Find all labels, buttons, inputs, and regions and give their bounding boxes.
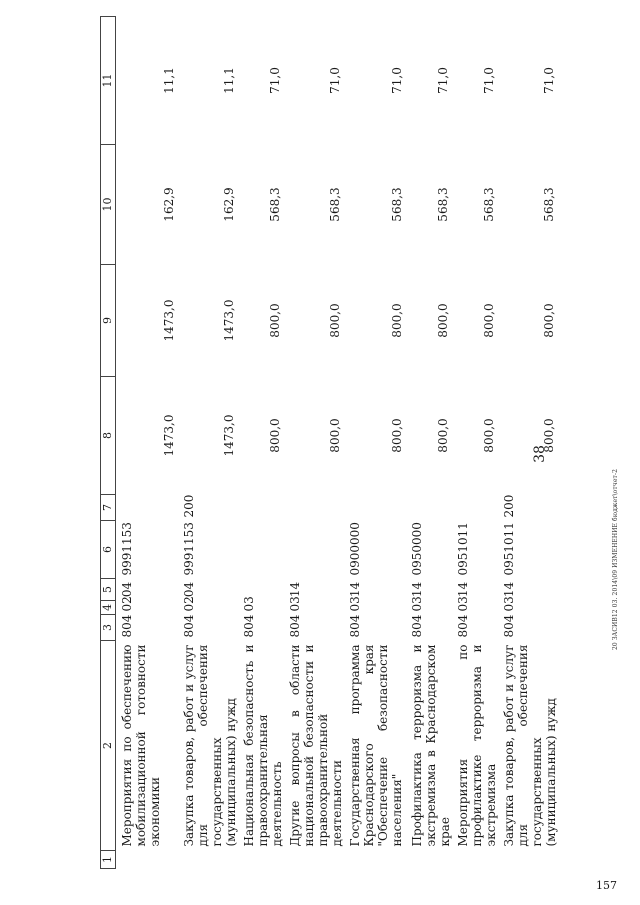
- row-code-c7: [284, 495, 344, 521]
- row-code-c4: 02: [181, 596, 196, 612]
- header-cell: 6: [101, 521, 116, 579]
- row-description: Закупка товаров, работ и услуг для обеспечения государственных (муниципальных) нужд: [501, 644, 558, 847]
- row-code-c7: 200: [501, 494, 516, 518]
- row-code-c1: [406, 851, 452, 869]
- row-code-c3: 804: [501, 614, 516, 638]
- row-description: Другие вопросы в области национальной безопасности и правоохранительной деятельности: [287, 644, 344, 847]
- footer-file-path: 20 ЗАСИВ12 03. 2014\09 ИЗМЕНЕНИЕ бюджет\отчет-2: [612, 469, 619, 650]
- header-cell: 2: [101, 641, 116, 851]
- row-amount-c10: 568,3: [327, 187, 342, 222]
- row-amount-c9: 800,0: [327, 303, 342, 338]
- table-row: [116, 17, 178, 869]
- row-code-c1: [344, 851, 406, 869]
- row-amount-c10: 568,3: [267, 187, 282, 222]
- row-code-c7: [344, 495, 406, 521]
- row-amount-c8: 800,0: [267, 418, 282, 453]
- row-code-c5: 04: [120, 581, 134, 598]
- row-code-c3: 804: [181, 614, 196, 638]
- row-code-c4: 03: [347, 596, 362, 612]
- row-code-c1: [452, 851, 498, 869]
- row-code-c1: [498, 851, 558, 869]
- row-code-c3: 804: [347, 614, 362, 638]
- row-amount-c10: 568,3: [481, 187, 496, 222]
- table-row: [498, 17, 558, 869]
- row-code-c5: 04: [181, 581, 196, 598]
- header-cell: 8: [101, 377, 116, 495]
- row-amount-c9: 800,0: [435, 303, 450, 338]
- row-code-c1: [178, 851, 238, 869]
- row-code-c7: [406, 495, 452, 521]
- row-amount-c11: 71,0: [267, 67, 282, 94]
- table-row: [238, 17, 284, 869]
- row-code-c6: [284, 521, 344, 579]
- row-code-c5: 14: [455, 581, 470, 598]
- row-amount-c10: 162,9: [221, 187, 236, 222]
- table-row: [406, 17, 452, 869]
- row-code-c6: 0951011: [455, 522, 470, 576]
- table-row: [178, 17, 238, 869]
- row-description: Закупка товаров, работ и услуг для обеспечения государственных (муниципальных) нужд: [181, 644, 238, 847]
- row-code-c5: 14: [409, 581, 424, 598]
- row-amount-c8: 800,0: [541, 418, 556, 453]
- row-description: Мероприятия по обеспечению мобилизационной готовности экономики: [120, 644, 162, 847]
- row-code-c4: 03: [501, 596, 516, 612]
- row-code-c3: 804: [409, 614, 424, 638]
- table-row: [344, 17, 406, 869]
- row-code-c4: 03: [409, 596, 424, 612]
- row-amount-c9: 1473,0: [161, 299, 176, 342]
- row-amount-c8: 800,0: [435, 418, 450, 453]
- row-description: Национальная безопасность и правоохранительная деятельность: [241, 644, 284, 847]
- table-row: [452, 17, 498, 869]
- row-amount-c9: 800,0: [267, 303, 282, 338]
- row-code-c5: 14: [501, 581, 516, 598]
- row-amount-c10: 568,3: [389, 187, 404, 222]
- row-code-c4: 03: [455, 596, 470, 612]
- header-cell: 3: [101, 615, 116, 641]
- row-code-c6: 9991153: [181, 522, 196, 576]
- page-number-top: 38: [532, 445, 548, 463]
- row-amount-c8: 1473,0: [221, 414, 236, 457]
- page-number-bottom: 157: [596, 879, 617, 892]
- row-amount-c9: 1473,0: [221, 299, 236, 342]
- row-amount-c11: 71,0: [389, 67, 404, 94]
- row-code-c7: [452, 495, 498, 521]
- row-amount-c10: 162,9: [161, 187, 176, 222]
- row-amount-c9: 800,0: [541, 303, 556, 338]
- header-row: [101, 17, 116, 869]
- row-amount-c8: 800,0: [481, 418, 496, 453]
- row-code-c5: 14: [287, 581, 302, 598]
- row-amount-c10: 568,3: [541, 187, 556, 222]
- header-cell: 10: [101, 145, 116, 265]
- header-cell: 5: [101, 579, 116, 601]
- header-cell: 7: [101, 495, 116, 521]
- row-code-c1: [116, 851, 178, 869]
- row-code-c3: 804: [241, 614, 256, 638]
- row-amount-c9: 800,0: [481, 303, 496, 338]
- header-cell: 4: [101, 601, 116, 615]
- row-amount-c8: 1473,0: [161, 414, 176, 457]
- row-amount-c8: 800,0: [327, 418, 342, 453]
- row-code-c4: 02: [120, 596, 134, 612]
- row-code-c3: 804: [455, 614, 470, 638]
- row-description: Мероприятия по профилактике терроризма и экстремизма: [455, 644, 498, 847]
- header-cell: 9: [101, 265, 116, 377]
- header-cell: 11: [101, 17, 116, 145]
- row-amount-c11: 71,0: [481, 67, 496, 94]
- table-row: [284, 17, 344, 869]
- row-amount-c10: 568,3: [435, 187, 450, 222]
- row-amount-c9: 800,0: [389, 303, 404, 338]
- row-code-c6: 0951011: [501, 522, 516, 576]
- row-description: Государственная программа Краснодарского края "Обеспечение безопасности населения": [347, 644, 404, 847]
- row-code-c7: [116, 495, 178, 521]
- row-code-c4: 03: [241, 596, 256, 612]
- row-code-c3: 804: [287, 614, 302, 638]
- row-code-c7: [238, 495, 284, 521]
- row-code-c3: 804: [120, 614, 134, 638]
- header-cell: 1: [101, 851, 116, 869]
- row-amount-c11: 71,0: [541, 67, 556, 94]
- row-code-c1: [238, 851, 284, 869]
- row-code-c5: 14: [347, 581, 362, 598]
- budget-table: [100, 16, 558, 869]
- row-amount-c11: 11,1: [221, 67, 236, 94]
- rotated-page-content: [88, 37, 628, 869]
- row-code-c6: 0950000: [409, 522, 424, 576]
- row-code-c7: 200: [181, 494, 196, 518]
- row-description: Профилактика терроризма и экстремизма в Краснодарском крае: [409, 644, 452, 847]
- row-code-c1: [284, 851, 344, 869]
- row-amount-c8: 800,0: [389, 418, 404, 453]
- row-code-c6: 0900000: [347, 522, 362, 576]
- row-code-c6: [238, 521, 284, 579]
- row-amount-c11: 71,0: [435, 67, 450, 94]
- row-code-c6: 9991153: [120, 522, 134, 576]
- row-amount-c11: 11,1: [161, 67, 176, 94]
- row-amount-c11: 71,0: [327, 67, 342, 94]
- row-code-c4: 03: [287, 596, 302, 612]
